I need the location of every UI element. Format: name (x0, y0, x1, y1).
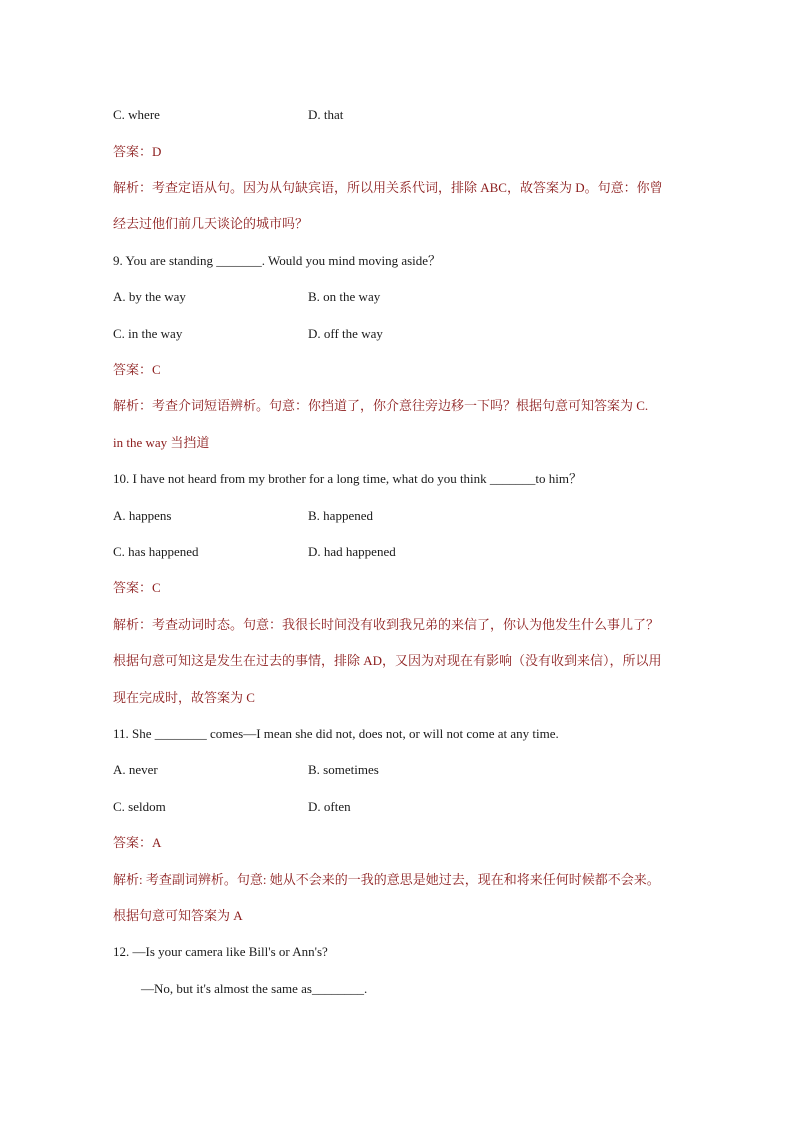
option-a: A. never (113, 762, 158, 777)
option-row (113, 507, 704, 525)
answer-label: 答案：C (113, 362, 161, 377)
question-12: 12. —Is your camera like Bill's or Ann's? (113, 944, 328, 959)
answer-label: 答案：A (113, 835, 162, 850)
option-row (113, 288, 704, 306)
option-d: D. often (308, 799, 351, 814)
option-a: A. happens (113, 508, 172, 523)
option-row (113, 798, 704, 816)
option-row (113, 106, 704, 124)
option-b: B. on the way (308, 289, 381, 304)
option-row (113, 761, 704, 779)
option-c: C. in the way (113, 326, 183, 341)
explanation-line: 根据句意可知答案为 A (113, 908, 243, 923)
option-b: B. happened (308, 508, 373, 523)
question-10: 10. I have not heard from my brother for a long time, what do you think _______to him？ (113, 471, 582, 486)
explanation-line: 经去过他们前几天谈论的城市吗？ (113, 216, 309, 231)
option-row (113, 543, 704, 561)
explanation-line: 解析: 考查副词辨析。句意: 她从不会来的一我的意思是她过去，现在和将来任何时候都不会来。 (113, 872, 660, 887)
question-9: 9. You are standing _______. Would you mind moving aside？ (113, 253, 442, 268)
explanation-line: 解析：考查定语从句。因为从句缺宾语，所以用关系代词，排除 ABC，故答案为 D。句意：你曾 (113, 180, 663, 195)
explanation-line: 现在完成时，故答案为 C (113, 690, 255, 705)
option-row (113, 325, 704, 343)
answer-label: 答案：C (113, 580, 161, 595)
option-a: A. by the way (113, 289, 186, 304)
explanation-line: 根据句意可知这是发生在过去的事情，排除 AD，又因为对现在有影响（没有收到来信），所以用 (113, 653, 662, 668)
explanation-line: 解析：考查介词短语辨析。句意：你挡道了，你介意往旁边移一下吗？根据句意可知答案为 C. (113, 398, 649, 413)
explanation-line: 解析：考查动词时态。句意：我很长时间没有收到我兄弟的来信了，你认为他发生什么事儿了？ (113, 617, 660, 632)
option-d: D. that (308, 107, 344, 122)
question-12-response: —No, but it's almost the same as________. (141, 981, 368, 996)
option-d: D. off the way (308, 326, 383, 341)
option-b: B. sometimes (308, 762, 379, 777)
option-d: D. had happened (308, 544, 396, 559)
explanation-line: in the way 当挡道 (113, 435, 210, 450)
option-c: C. where (113, 107, 160, 122)
question-11: 11. She ________ comes—I mean she did not, does not, or will not come at any time. (113, 726, 559, 741)
answer-label: 答案：D (113, 144, 162, 159)
option-c: C. seldom (113, 799, 166, 814)
option-c: C. has happened (113, 544, 199, 559)
